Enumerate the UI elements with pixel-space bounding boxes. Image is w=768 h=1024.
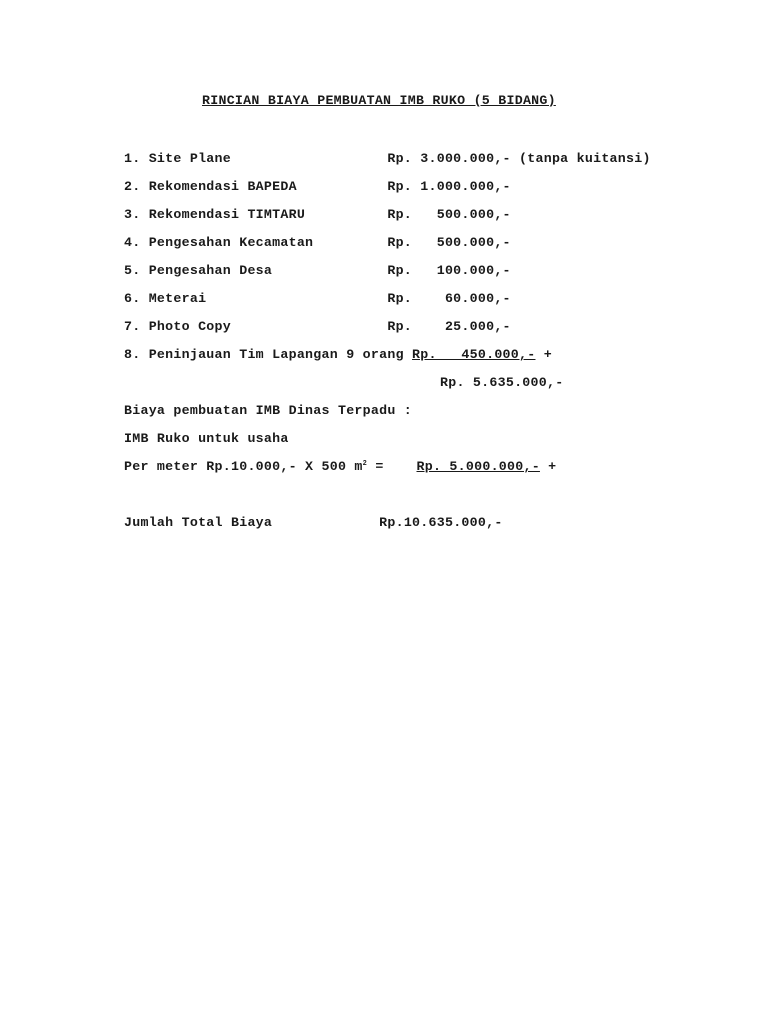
per-meter-superscript: 2 (362, 460, 368, 468)
document-title: RINCIAN BIAYA PEMBUATAN IMB RUKO (5 BIDANG) (202, 93, 556, 108)
item-label: 7. Photo Copy (124, 319, 388, 334)
item-amount: Rp. 3.000.000,- (387, 151, 511, 166)
item-amount: Rp. 450.000,- (412, 347, 536, 362)
item-note: + (535, 347, 552, 362)
imb-heading: Biaya pembuatan IMB Dinas Terpadu : (124, 403, 413, 418)
item-label: 3. Rekomendasi TIMTARU (124, 207, 388, 222)
item-amount: Rp. 100.000,- (387, 263, 511, 278)
per-meter-label: Per meter Rp.10.000,- X 500 m (124, 459, 363, 474)
total-row (124, 515, 503, 531)
cost-item-7 (124, 319, 511, 335)
cost-item-2 (124, 179, 511, 195)
per-meter-amount: Rp. 5.000.000,- (416, 459, 540, 474)
per-meter-equals: = (367, 459, 417, 474)
item-note: (tanpa kuitansi) (510, 151, 651, 166)
cost-item-5 (124, 263, 511, 279)
total-label: Jumlah Total Biaya (124, 515, 380, 530)
cost-item-3 (124, 207, 511, 223)
item-amount: Rp. 60.000,- (387, 291, 511, 306)
imb-subheading: IMB Ruko untuk usaha (124, 431, 289, 446)
cost-item-8 (124, 347, 552, 363)
subtotal-amount: Rp. 5.635.000,- (440, 375, 564, 390)
item-label: 4. Pengesahan Kecamatan (124, 235, 388, 250)
item-label: 2. Rekomendasi BAPEDA (124, 179, 388, 194)
item-amount: Rp. 25.000,- (387, 319, 511, 334)
cost-item-4 (124, 235, 511, 251)
item-label: 8. Peninjauan Tim Lapangan 9 orang (124, 347, 413, 362)
per-meter-row (124, 459, 556, 475)
per-meter-plus: + (539, 459, 557, 474)
cost-item-6 (124, 291, 511, 307)
item-amount: Rp. 500.000,- (387, 235, 511, 250)
cost-item-1 (124, 151, 651, 167)
total-amount: Rp.10.635.000,- (379, 515, 503, 530)
item-label: 1. Site Plane (124, 151, 388, 166)
item-amount: Rp. 1.000.000,- (387, 179, 511, 194)
item-label: 5. Pengesahan Desa (124, 263, 388, 278)
item-label: 6. Meterai (124, 291, 388, 306)
item-amount: Rp. 500.000,- (387, 207, 511, 222)
